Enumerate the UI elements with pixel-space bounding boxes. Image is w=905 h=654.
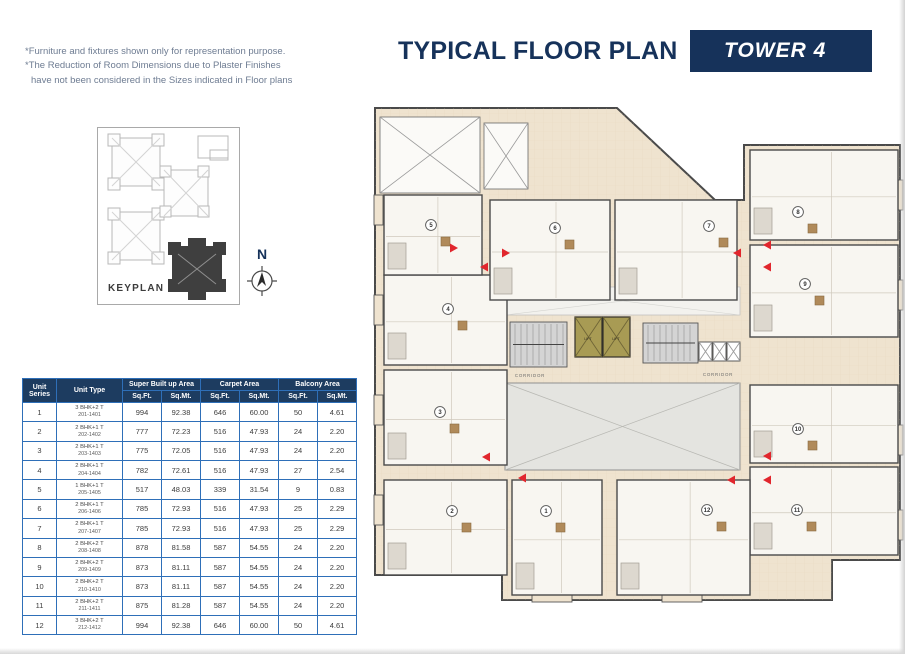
- header-sqft: Sq.Ft.: [123, 391, 162, 403]
- bed-icon: [621, 563, 639, 589]
- table-cell: 8: [23, 538, 57, 557]
- unit-block: [750, 467, 898, 555]
- table-cell: 24: [279, 596, 318, 615]
- table-row: [23, 538, 357, 557]
- compass-icon: [245, 263, 279, 297]
- header-sqmt: Sq.Mt.: [240, 391, 279, 403]
- table-row: [23, 441, 357, 460]
- table-cell: 994: [123, 615, 162, 634]
- keyplan-map: [98, 128, 239, 304]
- table-cell: 25: [279, 499, 318, 518]
- table-row: [23, 403, 357, 422]
- keyplan-tower4-highlight: [168, 238, 226, 300]
- table-cell: 11: [23, 596, 57, 615]
- table-row: [23, 480, 357, 499]
- table-row: [23, 519, 357, 538]
- table-cell: 782: [123, 461, 162, 480]
- unit-block: [384, 195, 482, 275]
- table-cell: 47.93: [240, 441, 279, 460]
- table-cell: 24: [279, 577, 318, 596]
- table-cell: 587: [201, 596, 240, 615]
- table-cell: 54.55: [240, 557, 279, 576]
- table-cell: 9: [279, 480, 318, 499]
- table-cell: 3: [23, 441, 57, 460]
- dining-table-icon: [565, 240, 574, 249]
- unit-block: [384, 480, 507, 575]
- service-shafts: [699, 342, 740, 361]
- table-row: [23, 596, 357, 615]
- table-row: [23, 615, 357, 634]
- table-cell: 646: [201, 403, 240, 422]
- bed-icon: [388, 243, 406, 269]
- table-cell: 9: [23, 557, 57, 576]
- table-cell: 516: [201, 499, 240, 518]
- table-cell: 31.54: [240, 480, 279, 499]
- unit-block: [617, 480, 750, 595]
- bed-icon: [494, 268, 512, 294]
- dining-table-icon: [808, 224, 817, 233]
- header-sqft: Sq.Ft.: [201, 391, 240, 403]
- table-cell: 81.28: [162, 596, 201, 615]
- dining-table-icon: [450, 424, 459, 433]
- table-row: [23, 461, 357, 480]
- table-cell: 10: [23, 577, 57, 596]
- bed-icon: [388, 543, 406, 569]
- table-cell: 81.11: [162, 577, 201, 596]
- bed-icon: [619, 268, 637, 294]
- table-cell: 4.61: [318, 615, 357, 634]
- table-cell: 2.20: [318, 577, 357, 596]
- tower-badge: TOWER 4: [690, 30, 872, 72]
- unit-number: 8: [796, 210, 800, 217]
- table-cell: 60.00: [240, 615, 279, 634]
- unit-number: 2: [450, 509, 454, 516]
- page-header: [398, 30, 872, 72]
- table-cell: 72.93: [162, 499, 201, 518]
- unit-type-cell: 2 BHK+1 T 203-1403: [57, 441, 123, 460]
- header-sqmt: Sq.Mt.: [318, 391, 357, 403]
- table-cell: 2.29: [318, 499, 357, 518]
- unit-type-cell: 2 BHK+1 T 207-1407: [57, 519, 123, 538]
- header-unit-type: Unit Type: [57, 379, 123, 403]
- balcony: [374, 395, 383, 425]
- table-cell: 873: [123, 557, 162, 576]
- table-cell: 72.23: [162, 422, 201, 441]
- table-cell: 24: [279, 422, 318, 441]
- unit-block: [490, 200, 610, 300]
- bed-icon: [754, 523, 772, 549]
- page-edge-shadow: [899, 0, 905, 654]
- table-cell: 516: [201, 519, 240, 538]
- table-cell: 12: [23, 615, 57, 634]
- table-cell: 92.38: [162, 615, 201, 634]
- table-cell: 516: [201, 441, 240, 460]
- table-cell: 6: [23, 499, 57, 518]
- unit-number: 11: [793, 508, 801, 515]
- bed-icon: [754, 305, 772, 331]
- table-cell: 2.20: [318, 422, 357, 441]
- corridor-label: CORRIDOR: [514, 373, 546, 378]
- table-cell: 517: [123, 480, 162, 499]
- unit-block: [615, 200, 737, 300]
- dining-table-icon: [556, 523, 565, 532]
- table-cell: 4.61: [318, 403, 357, 422]
- table-cell: 60.00: [240, 403, 279, 422]
- table-cell: 25: [279, 519, 318, 538]
- table-cell: 878: [123, 538, 162, 557]
- table-cell: 47.93: [240, 461, 279, 480]
- disclaimer-line: *Furniture and fixtures shown only for representation purpose.: [25, 46, 286, 57]
- table-cell: 875: [123, 596, 162, 615]
- table-cell: 54.55: [240, 596, 279, 615]
- unit-type-cell: 2 BHK+1 T 204-1404: [57, 461, 123, 480]
- unit-number: 1: [544, 509, 548, 516]
- lift-shaft: [575, 317, 630, 357]
- table-cell: 81.11: [162, 557, 201, 576]
- table-cell: 2.20: [318, 596, 357, 615]
- corridor-label: CORRIDOR: [702, 372, 734, 377]
- table-cell: 516: [201, 461, 240, 480]
- table-cell: 47.93: [240, 422, 279, 441]
- table-cell: 72.05: [162, 441, 201, 460]
- table-row: [23, 557, 357, 576]
- table-cell: 339: [201, 480, 240, 499]
- dining-table-icon: [807, 522, 816, 531]
- table-cell: 0.83: [318, 480, 357, 499]
- unit-type-cell: 2 BHK+2 T 211-1411: [57, 596, 123, 615]
- header-unit-series: Unit Series: [23, 379, 57, 403]
- bed-icon: [754, 208, 772, 234]
- unit-area-table: [22, 378, 357, 635]
- table-cell: 2.20: [318, 557, 357, 576]
- table-cell: 24: [279, 441, 318, 460]
- table-cell: 47.93: [240, 499, 279, 518]
- table-cell: 92.38: [162, 403, 201, 422]
- dining-table-icon: [719, 238, 728, 247]
- unit-type-cell: 3 BHK+2 T 201-1401: [57, 403, 123, 422]
- table-cell: 2: [23, 422, 57, 441]
- table-cell: 5: [23, 480, 57, 499]
- unit-block: [750, 150, 898, 240]
- table-cell: 587: [201, 577, 240, 596]
- floor-plan: [372, 95, 905, 630]
- unit-block: [384, 275, 507, 365]
- table-cell: 50: [279, 403, 318, 422]
- unit-type-cell: 2 BHK+2 T 209-1409: [57, 557, 123, 576]
- table-cell: 994: [123, 403, 162, 422]
- balcony: [374, 495, 383, 525]
- page-title: TYPICAL FLOOR PLAN: [398, 36, 678, 65]
- header-sqmt: Sq.Mt.: [162, 391, 201, 403]
- disclaimer-text: [25, 45, 325, 88]
- north-compass: [244, 246, 280, 302]
- unit-type-cell: 2 BHK+2 T 208-1408: [57, 538, 123, 557]
- balcony: [374, 195, 383, 225]
- unit-number: 5: [429, 223, 433, 230]
- unit-block: [750, 385, 898, 463]
- table-cell: 2.20: [318, 538, 357, 557]
- north-label: N: [256, 246, 268, 262]
- header-carpet-group: Carpet Area: [201, 379, 279, 391]
- table-row: [23, 499, 357, 518]
- unit-type-cell: 2 BHK+1 T 206-1406: [57, 499, 123, 518]
- table-cell: 2.54: [318, 461, 357, 480]
- unit-number: 12: [703, 508, 711, 515]
- table-cell: 72.61: [162, 461, 201, 480]
- table-cell: 50: [279, 615, 318, 634]
- table-cell: 48.03: [162, 480, 201, 499]
- unit-number: 7: [707, 224, 711, 231]
- table-cell: 777: [123, 422, 162, 441]
- unit-type-cell: 3 BHK+2 T 212-1412: [57, 615, 123, 634]
- table-cell: 775: [123, 441, 162, 460]
- table-cell: 72.93: [162, 519, 201, 538]
- terrace-void: [380, 117, 528, 193]
- keyplan-label: KEYPLAN: [108, 283, 165, 294]
- unit-number: 10: [794, 427, 802, 434]
- unit-number: 6: [553, 226, 557, 233]
- unit-block: [750, 245, 898, 337]
- unit-block: [384, 370, 507, 465]
- balcony: [374, 295, 383, 325]
- bed-icon: [388, 333, 406, 359]
- table-cell: 873: [123, 577, 162, 596]
- unit-type-cell: 2 BHK+1 T 202-1402: [57, 422, 123, 441]
- header-balcony-group: Balcony Area: [279, 379, 357, 391]
- header-sbua-group: Super Built up Area: [123, 379, 201, 391]
- table-cell: 54.55: [240, 538, 279, 557]
- dining-table-icon: [808, 441, 817, 450]
- central-courtyard: [505, 383, 740, 470]
- dining-table-icon: [717, 522, 726, 531]
- keyplan-panel: [97, 127, 240, 305]
- disclaimer-line: have not been considered in the Sizes indicated in Floor plans: [31, 74, 293, 86]
- table-cell: 1: [23, 403, 57, 422]
- unit-type-cell: 2 BHK+2 T 210-1410: [57, 577, 123, 596]
- lift-label: LIFT: [612, 337, 620, 341]
- table-cell: 24: [279, 557, 318, 576]
- table-cell: 785: [123, 499, 162, 518]
- table-cell: 2.29: [318, 519, 357, 538]
- table-row: [23, 422, 357, 441]
- table-cell: 7: [23, 519, 57, 538]
- page-edge-shadow: [0, 648, 905, 654]
- unit-number: 9: [803, 282, 807, 289]
- dining-table-icon: [815, 296, 824, 305]
- table-cell: 81.58: [162, 538, 201, 557]
- table-cell: 587: [201, 538, 240, 557]
- table-header: [23, 379, 357, 403]
- unit-table-body: [23, 403, 357, 635]
- table-cell: 54.55: [240, 577, 279, 596]
- table-cell: 587: [201, 557, 240, 576]
- table-cell: 47.93: [240, 519, 279, 538]
- table-row: [23, 577, 357, 596]
- dining-table-icon: [441, 237, 450, 246]
- lift-label: LIFT: [584, 337, 592, 341]
- table-cell: 516: [201, 422, 240, 441]
- table-cell: 2.20: [318, 441, 357, 460]
- table-cell: 646: [201, 615, 240, 634]
- table-cell: 4: [23, 461, 57, 480]
- table-cell: 785: [123, 519, 162, 538]
- disclaimer-line: *The Reduction of Room Dimensions due to Plaster Finishes: [25, 60, 281, 72]
- dining-table-icon: [458, 321, 467, 330]
- dining-table-icon: [462, 523, 471, 532]
- unit-number: 4: [446, 307, 450, 314]
- unit-number: 3: [438, 410, 442, 417]
- bed-icon: [516, 563, 534, 589]
- table-cell: 27: [279, 461, 318, 480]
- unit-block: [512, 480, 602, 595]
- bed-icon: [388, 433, 406, 459]
- floor-plan-drawing: [372, 95, 905, 630]
- header-sqft: Sq.Ft.: [279, 391, 318, 403]
- unit-type-cell: 1 BHK+1 T 205-1405: [57, 480, 123, 499]
- table-cell: 24: [279, 538, 318, 557]
